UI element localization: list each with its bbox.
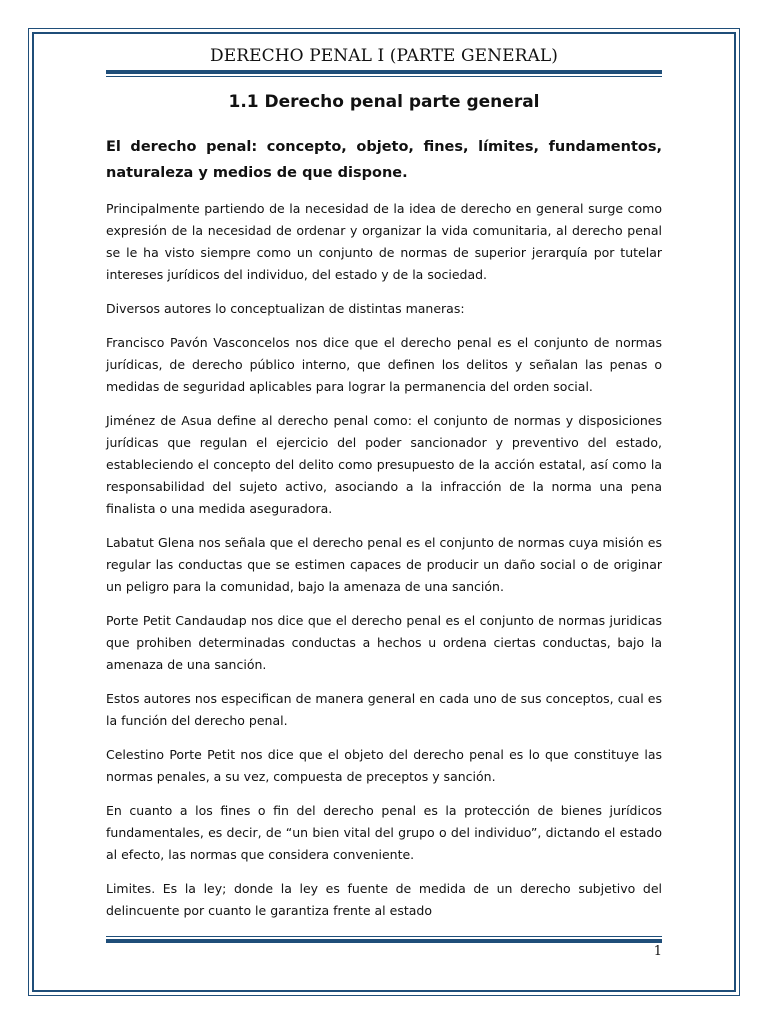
page-number: 1 xyxy=(653,944,662,959)
section-subtitle: El derecho penal: concepto, objeto, fines, límites, fundamentos, naturaleza y medios de que dispone. xyxy=(106,139,662,181)
section-title: 1.1 Derecho penal parte general xyxy=(228,92,540,112)
paragraph: Limites. Es la ley; donde la ley es fuente de medida de un derecho subjetivo del delincuente por cuanto le garantiza frente al estado xyxy=(106,881,662,918)
paragraph: Jiménez de Asua define al derecho penal como: el conjunto de normas y disposiciones jurídicas que regulan el ejercicio del poder sancionador y preventivo del estado, estableciendo el concepto del delito como presupuesto de la acción estatal, así como la responsabilidad del sujeto activo, asociando a la infracción de la norma una pena finalista o una medida aseguradora. xyxy=(106,413,662,516)
header-rule xyxy=(106,70,662,77)
paragraph: Principalmente partiendo de la necesidad de la idea de derecho en general surge como expresión de la necesidad de ordenar y organizar la vida comunitaria, al derecho penal se le ha visto siempre como un conjunto de normas de superior jerarquía por tutelar intereses jurídicos del individuo, del estado y de la sociedad. xyxy=(106,201,662,282)
paragraph: Estos autores nos especifican de manera general en cada uno de sus conceptos, cual es la función del derecho penal. xyxy=(106,691,662,728)
paragraph: Francisco Pavón Vasconcelos nos dice que el derecho penal es el conjunto de normas jurídicas, de derecho público interno, que definen los delitos y señalan las penas o medidas de seguridad aplicables para lograr la permanencia del orden social. xyxy=(106,335,662,394)
paragraph: Labatut Glena nos señala que el derecho penal es el conjunto de normas cuya misión es regular las conductas que se estimen capaces de producir un daño social o de originar un peligro para la comunidad, bajo la amenaza de una sanción. xyxy=(106,535,662,594)
paragraph: Porte Petit Candaudap nos dice que el derecho penal es el conjunto de normas juridicas que prohiben determinadas conductas a hechos u ordena ciertas conductas, bajo la amenaza de una sanción. xyxy=(106,613,662,672)
paragraph: Celestino Porte Petit nos dice que el objeto del derecho penal es lo que constituye las normas penales, a su vez, compuesta de preceptos y sanción. xyxy=(106,747,662,784)
document-body xyxy=(106,92,662,934)
paragraph: Diversos autores lo conceptualizan de distintas maneras: xyxy=(106,301,465,316)
page-header-title: DERECHO PENAL I (PARTE GENERAL) xyxy=(209,46,559,66)
paragraph: En cuanto a los fines o fin del derecho penal es la protección de bienes jurídicos fundamentales, es decir, de “un bien vital del grupo o del individuo”, dictando el estado al efecto, las normas que considera conveniente. xyxy=(106,803,662,862)
footer-rule xyxy=(106,936,662,943)
